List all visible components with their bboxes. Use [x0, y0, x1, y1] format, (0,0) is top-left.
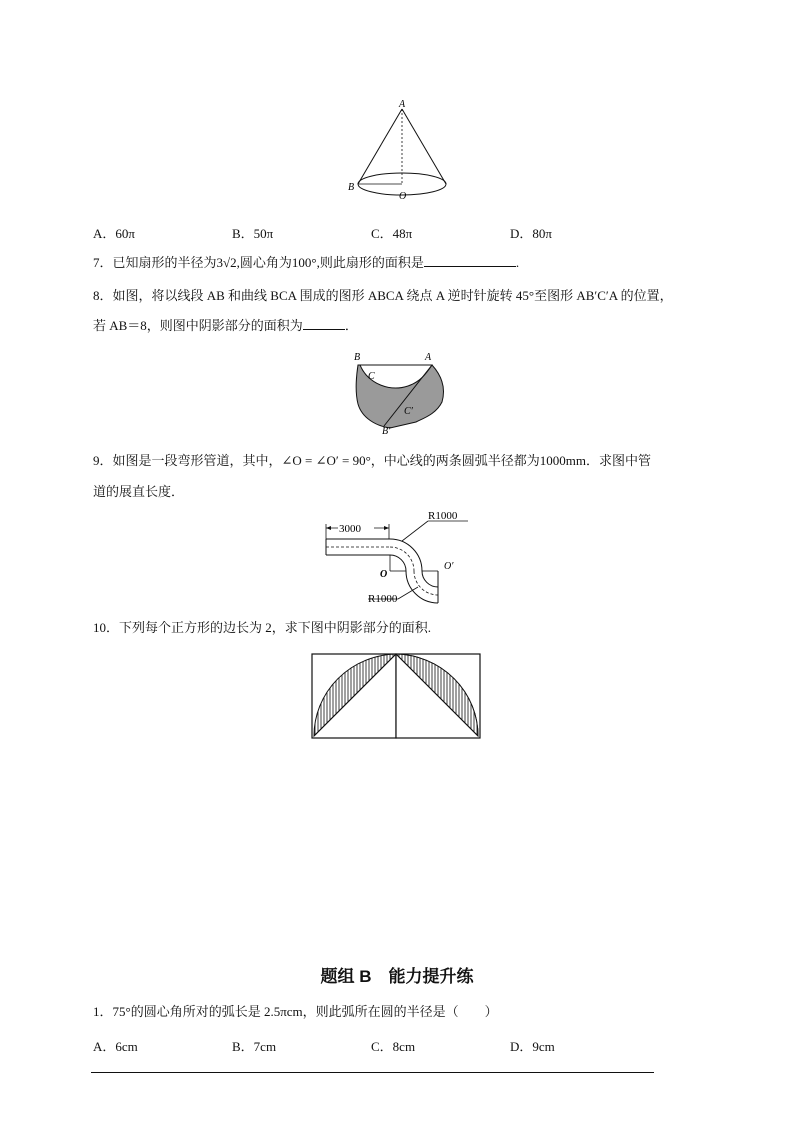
- cone-apex-label: A: [399, 99, 406, 110]
- pipe-figure: [318, 507, 478, 605]
- rotation-figure: [346, 348, 450, 436]
- question-10: 10．下列每个正方形的边长为 2，求下图中阴影部分的面积.: [93, 620, 432, 635]
- cone-b-label: B: [348, 182, 355, 193]
- pipe-radius-bottom: R1000: [368, 593, 398, 605]
- fig8-label-b: B: [354, 352, 361, 363]
- fig8-label-b-prime: B′: [382, 426, 391, 436]
- cone-figure: [340, 98, 452, 204]
- question-8-line1: 8．如图，将以线段 AB 和曲线 BCA 围成的图形 ABCA 绕点 A 逆时针旋转 45°至图形 AB′C′A 的位置，: [93, 288, 673, 303]
- q7-end: .: [515, 255, 520, 270]
- q6-option-d: D．80π: [510, 226, 552, 241]
- bottom-rule: [91, 1072, 654, 1073]
- q6-options: [93, 223, 653, 242]
- question-b1: 1．75°的圆心角所对的弧长是 2.5πcm，则此弧所在圆的半径是（ ）: [93, 1004, 498, 1019]
- question-8-line2: [93, 317, 358, 335]
- q6-option-a: A．60π: [93, 226, 135, 241]
- b1-option-b: B．7cm: [232, 1039, 277, 1054]
- fig8-label-c-prime: C′: [404, 406, 413, 417]
- pipe-label-o-prime: O′: [444, 561, 454, 572]
- q8-suffix: ．: [344, 318, 358, 333]
- q8-prefix: 若 AB＝8，则图中阴影部分的面积为: [93, 318, 303, 333]
- b1-option-c: C．8cm: [371, 1039, 416, 1054]
- q6-option-b: B．50π: [232, 226, 274, 241]
- q7-answer-blank: [424, 254, 516, 267]
- pipe-length-label: 3000: [339, 523, 361, 535]
- q6-option-c: C．48π: [371, 226, 413, 241]
- q7-angle: 100°: [291, 255, 317, 270]
- fig8-label-a: A: [425, 352, 432, 363]
- squares-figure: [308, 650, 484, 742]
- pipe-radius-top: R1000: [428, 510, 458, 522]
- b1-option-d: D．9cm: [510, 1039, 555, 1054]
- question-7: [93, 254, 519, 272]
- pipe-label-o: O: [380, 569, 388, 580]
- b1-option-a: A．6cm: [93, 1039, 138, 1054]
- cone-o-label: O: [399, 191, 407, 202]
- question-9-line1: 9．如图是一段弯形管道，其中，∠O = ∠O′ = 90°，中心线的两条圆弧半径都为1000mm．求图中管: [93, 453, 651, 468]
- q7-prefix: 7．已知扇形的半径为: [93, 255, 217, 270]
- q7-middle: ,圆心角为: [236, 255, 292, 270]
- section-heading: 题组 B 能力提升练: [320, 967, 474, 986]
- b1-options: [93, 1036, 653, 1055]
- q7-radius: 3√2: [216, 255, 237, 270]
- q7-suffix: ,则此扇形的面积是: [316, 255, 424, 270]
- fig8-label-c: C: [368, 371, 375, 382]
- q8-answer-blank: [303, 317, 345, 330]
- question-9-line2: 道的展直长度．: [93, 484, 185, 499]
